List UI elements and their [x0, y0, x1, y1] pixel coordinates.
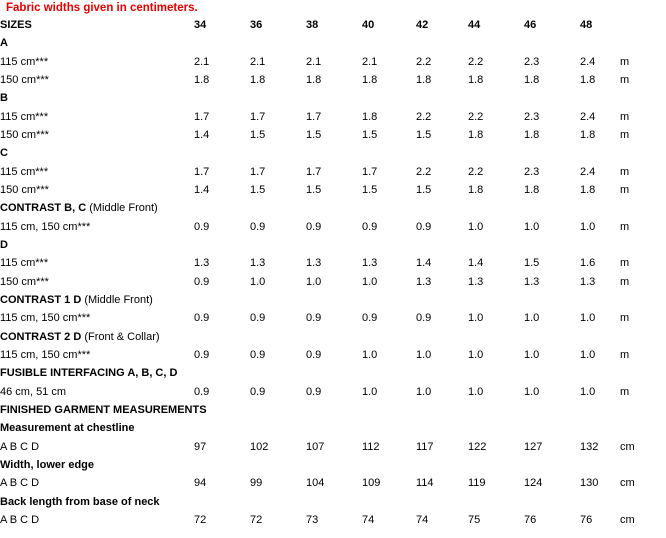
size-value-cell: 1.8: [194, 73, 210, 86]
size-value-cell: 1.5: [416, 128, 432, 141]
unit-header: [620, 16, 650, 34]
section-heading: [0, 401, 650, 419]
table-row: [0, 309, 650, 327]
unit-cell: cm: [620, 477, 635, 490]
size-value-cell: 1.4: [194, 128, 210, 141]
size-value-cell: 0.9: [250, 220, 266, 233]
size-value-cell: 1.0: [362, 348, 378, 361]
section-heading-row: [0, 401, 650, 419]
unit-cell: m: [620, 275, 630, 288]
size-value-cell: 0.9: [194, 275, 210, 288]
size-value-cell: 1.0: [580, 220, 596, 233]
size-value-cell: 75: [468, 513, 481, 526]
size-value-cell: 1.0: [362, 385, 378, 398]
size-value-cell: 2.2: [416, 55, 432, 68]
size-value-cell: 0.9: [250, 385, 266, 398]
unit-cell: cm: [620, 513, 635, 526]
unit-cell: m: [620, 165, 630, 178]
size-value-cell: 1.5: [306, 128, 322, 141]
row-label: 115 cm***: [0, 110, 49, 123]
size-value-cell: 1.8: [362, 110, 378, 123]
section-heading-row: [0, 419, 650, 437]
unit-cell: m: [620, 348, 630, 361]
size-value-cell: 1.4: [416, 257, 432, 270]
size-value-cell: 2.3: [524, 110, 540, 123]
row-label: A B C D: [0, 440, 40, 453]
size-value-cell: 1.3: [524, 275, 540, 288]
row-label: 115 cm, 150 cm***: [0, 220, 91, 233]
row-label: 115 cm***: [0, 165, 49, 178]
table-row: [0, 218, 650, 236]
row-label: 115 cm, 150 cm***: [0, 348, 91, 361]
size-value-cell: 2.4: [580, 55, 596, 68]
size-value-cell: 1.8: [524, 128, 540, 141]
row-label: 150 cm***: [0, 275, 49, 288]
section-title: CONTRAST 2 D: [0, 330, 82, 343]
unit-cell: m: [620, 128, 630, 141]
size-value-cell: 2.1: [306, 55, 322, 68]
size-value-cell: 112: [362, 440, 380, 453]
size-value-cell: 2.2: [468, 110, 484, 123]
unit-cell: m: [620, 110, 630, 123]
section-heading-row: [0, 199, 650, 217]
size-value-cell: 0.9: [194, 220, 210, 233]
size-value-cell: 1.0: [580, 385, 596, 398]
size-value-cell: 1.0: [468, 348, 484, 361]
size-value-cell: 127: [524, 440, 543, 453]
size-value-cell: 1.6: [580, 257, 596, 270]
size-value-cell: 114: [416, 477, 434, 490]
table-row: [0, 108, 650, 126]
size-header: 44: [468, 19, 481, 31]
row-label: A B C D: [0, 477, 40, 490]
size-value-cell: 1.3: [250, 257, 266, 270]
size-value-cell: 2.3: [524, 55, 540, 68]
size-value-cell: 0.9: [194, 348, 210, 361]
size-value-cell: 0.9: [362, 220, 378, 233]
section-heading-row: [0, 291, 650, 309]
size-value-cell: 1.7: [362, 165, 378, 178]
section-title: B: [0, 92, 8, 105]
unit-cell: m: [620, 312, 630, 325]
size-value-cell: 1.3: [580, 275, 596, 288]
size-value-cell: 1.3: [362, 257, 378, 270]
size-value-cell: 1.8: [524, 183, 540, 196]
table-row: [0, 181, 650, 199]
size-value-cell: 1.8: [580, 183, 596, 196]
size-value-cell: 1.8: [524, 73, 540, 86]
size-value-cell: 2.2: [468, 55, 484, 68]
row-label: 115 cm***: [0, 55, 49, 68]
size-value-cell: 1.0: [250, 275, 266, 288]
size-value-cell: 1.4: [194, 183, 210, 196]
size-value-cell: 0.9: [194, 385, 210, 398]
section-heading-row: [0, 89, 650, 107]
size-value-cell: 2.1: [362, 55, 378, 68]
size-value-cell: 0.9: [306, 385, 322, 398]
unit-cell: m: [620, 55, 630, 68]
size-value-cell: 1.5: [362, 128, 378, 141]
size-value-cell: 1.0: [362, 275, 378, 288]
table-row: [0, 126, 650, 144]
size-value-cell: 122: [468, 440, 487, 453]
section-heading: [0, 291, 650, 309]
size-value-cell: 1.0: [580, 312, 596, 325]
size-value-cell: 2.2: [416, 110, 432, 123]
size-value-cell: 76: [524, 513, 537, 526]
section-heading-row: [0, 34, 650, 52]
table-row: [0, 438, 650, 456]
size-header: 46: [524, 19, 537, 31]
size-value-cell: 0.9: [362, 312, 378, 325]
size-value-cell: 1.8: [580, 128, 596, 141]
sizes-header-row: [0, 16, 650, 34]
section-heading-row: [0, 493, 650, 511]
size-value-cell: 104: [306, 477, 325, 490]
size-value-cell: 1.0: [468, 385, 484, 398]
section-title: CONTRAST 1 D: [0, 293, 82, 306]
row-label: 115 cm, 150 cm***: [0, 312, 91, 325]
size-value-cell: 1.7: [194, 165, 210, 178]
size-value-cell: 1.0: [524, 348, 540, 361]
size-value-cell: 2.4: [580, 165, 596, 178]
table-row: [0, 71, 650, 89]
section-heading: [0, 34, 650, 52]
unit-cell: m: [620, 73, 630, 86]
size-value-cell: 1.3: [468, 275, 484, 288]
size-value-cell: 0.9: [416, 312, 432, 325]
section-heading: [0, 419, 650, 437]
unit-cell: cm: [620, 440, 635, 453]
size-header: 38: [306, 19, 319, 31]
row-label: 150 cm***: [0, 73, 49, 86]
size-value-cell: 74: [416, 513, 429, 526]
size-value-cell: 1.7: [250, 165, 266, 178]
size-value-cell: 1.8: [580, 73, 596, 86]
size-value-cell: 72: [250, 513, 263, 526]
size-value-cell: 1.3: [416, 275, 432, 288]
size-value-cell: 2.1: [250, 55, 266, 68]
unit-cell: m: [620, 385, 630, 398]
section-heading-row: [0, 144, 650, 162]
size-header: 48: [580, 19, 593, 31]
section-subtitle: (Middle Front): [86, 202, 158, 215]
size-value-cell: 109: [362, 477, 381, 490]
table-row: [0, 511, 650, 529]
size-value-cell: 130: [580, 477, 599, 490]
size-header: 34: [194, 19, 207, 31]
size-value-cell: 0.9: [250, 312, 266, 325]
size-value-cell: 2.4: [580, 110, 596, 123]
row-label: 150 cm***: [0, 183, 49, 196]
size-value-cell: 1.5: [524, 257, 540, 270]
section-title: D: [0, 238, 8, 251]
unit-cell: m: [620, 183, 630, 196]
section-heading: [0, 236, 650, 254]
size-header: 42: [416, 19, 429, 31]
section-heading: [0, 89, 650, 107]
size-value-cell: 2.2: [468, 165, 484, 178]
section-title: FINISHED GARMENT MEASUREMENTS: [0, 403, 207, 416]
size-value-cell: 107: [306, 440, 325, 453]
size-value-cell: 1.8: [468, 128, 484, 141]
fabric-requirements-table: [0, 16, 650, 529]
size-value-cell: 2.1: [194, 55, 210, 68]
section-heading-row: [0, 456, 650, 474]
size-value-cell: 73: [306, 513, 319, 526]
size-value-cell: 1.7: [194, 110, 210, 123]
fabric-width-note: Fabric widths given in centimeters.: [6, 2, 198, 14]
size-value-cell: 1.8: [468, 183, 484, 196]
unit-cell: m: [620, 257, 630, 270]
size-value-cell: 1.8: [468, 73, 484, 86]
size-value-cell: 1.5: [250, 128, 266, 141]
size-value-cell: 1.3: [306, 257, 322, 270]
section-title: Back length from base of neck: [0, 495, 160, 508]
size-value-cell: 1.0: [468, 312, 484, 325]
section-title: Width, lower edge: [0, 458, 95, 471]
size-value-cell: 1.7: [306, 110, 322, 123]
row-label: A B C D: [0, 513, 40, 526]
size-value-cell: 1.0: [524, 220, 540, 233]
section-heading: [0, 328, 650, 346]
size-value-cell: 0.9: [306, 348, 322, 361]
section-heading-row: [0, 328, 650, 346]
section-title: A: [0, 37, 8, 50]
size-value-cell: 1.5: [250, 183, 266, 196]
size-value-cell: 117: [416, 440, 434, 453]
section-heading-row: [0, 236, 650, 254]
size-value-cell: 1.7: [306, 165, 322, 178]
size-value-cell: 1.0: [416, 348, 432, 361]
size-value-cell: 1.0: [524, 385, 540, 398]
table-row: [0, 383, 650, 401]
row-label: 46 cm, 51 cm: [0, 385, 67, 398]
size-value-cell: 1.0: [580, 348, 596, 361]
size-value-cell: 0.9: [416, 220, 432, 233]
section-title: FUSIBLE INTERFACING A, B, C, D: [0, 367, 178, 380]
size-value-cell: 132: [580, 440, 599, 453]
size-value-cell: 1.7: [250, 110, 266, 123]
size-value-cell: 94: [194, 477, 207, 490]
size-value-cell: 1.0: [306, 275, 322, 288]
size-value-cell: 76: [580, 513, 593, 526]
size-value-cell: 124: [524, 477, 543, 490]
size-value-cell: 1.8: [306, 73, 322, 86]
size-value-cell: 1.5: [416, 183, 432, 196]
unit-cell: m: [620, 220, 630, 233]
section-heading: [0, 199, 650, 217]
section-heading-row: [0, 364, 650, 382]
size-value-cell: 2.3: [524, 165, 540, 178]
size-value-cell: 1.5: [306, 183, 322, 196]
size-value-cell: 1.8: [362, 73, 378, 86]
size-value-cell: 1.0: [524, 312, 540, 325]
section-heading: [0, 144, 650, 162]
size-value-cell: 1.0: [416, 385, 432, 398]
size-header: 36: [250, 19, 263, 31]
table-row: [0, 53, 650, 71]
sizes-label: SIZES: [0, 19, 32, 31]
size-value-cell: 1.5: [362, 183, 378, 196]
table-row: [0, 163, 650, 181]
table-row: [0, 474, 650, 492]
section-subtitle: (Front & Collar): [81, 330, 160, 343]
section-title: C: [0, 147, 8, 160]
row-label: 150 cm***: [0, 128, 49, 141]
size-value-cell: 1.4: [468, 257, 484, 270]
table-row: [0, 273, 650, 291]
table-row: [0, 254, 650, 272]
size-value-cell: 74: [362, 513, 375, 526]
size-value-cell: 97: [194, 440, 207, 453]
section-heading: [0, 364, 650, 382]
size-header: 40: [362, 19, 375, 31]
size-value-cell: 1.0: [468, 220, 484, 233]
size-value-cell: 72: [194, 513, 207, 526]
section-subtitle: (Middle Front): [81, 293, 153, 306]
size-value-cell: 1.8: [250, 73, 266, 86]
size-value-cell: 1.3: [194, 257, 210, 270]
size-value-cell: 0.9: [194, 312, 210, 325]
table-row: [0, 346, 650, 364]
section-title: Measurement at chestline: [0, 422, 135, 435]
size-value-cell: 119: [468, 477, 486, 490]
section-title: CONTRAST B, C: [0, 202, 87, 215]
section-heading: [0, 456, 650, 474]
section-heading: [0, 493, 650, 511]
size-value-cell: 2.2: [416, 165, 432, 178]
size-value-cell: 102: [250, 440, 269, 453]
size-value-cell: 0.9: [306, 312, 322, 325]
size-value-cell: 0.9: [306, 220, 322, 233]
table-body: [0, 16, 650, 529]
row-label: 115 cm***: [0, 257, 49, 270]
size-value-cell: 0.9: [250, 348, 266, 361]
size-value-cell: 99: [250, 477, 263, 490]
size-value-cell: 1.8: [416, 73, 432, 86]
